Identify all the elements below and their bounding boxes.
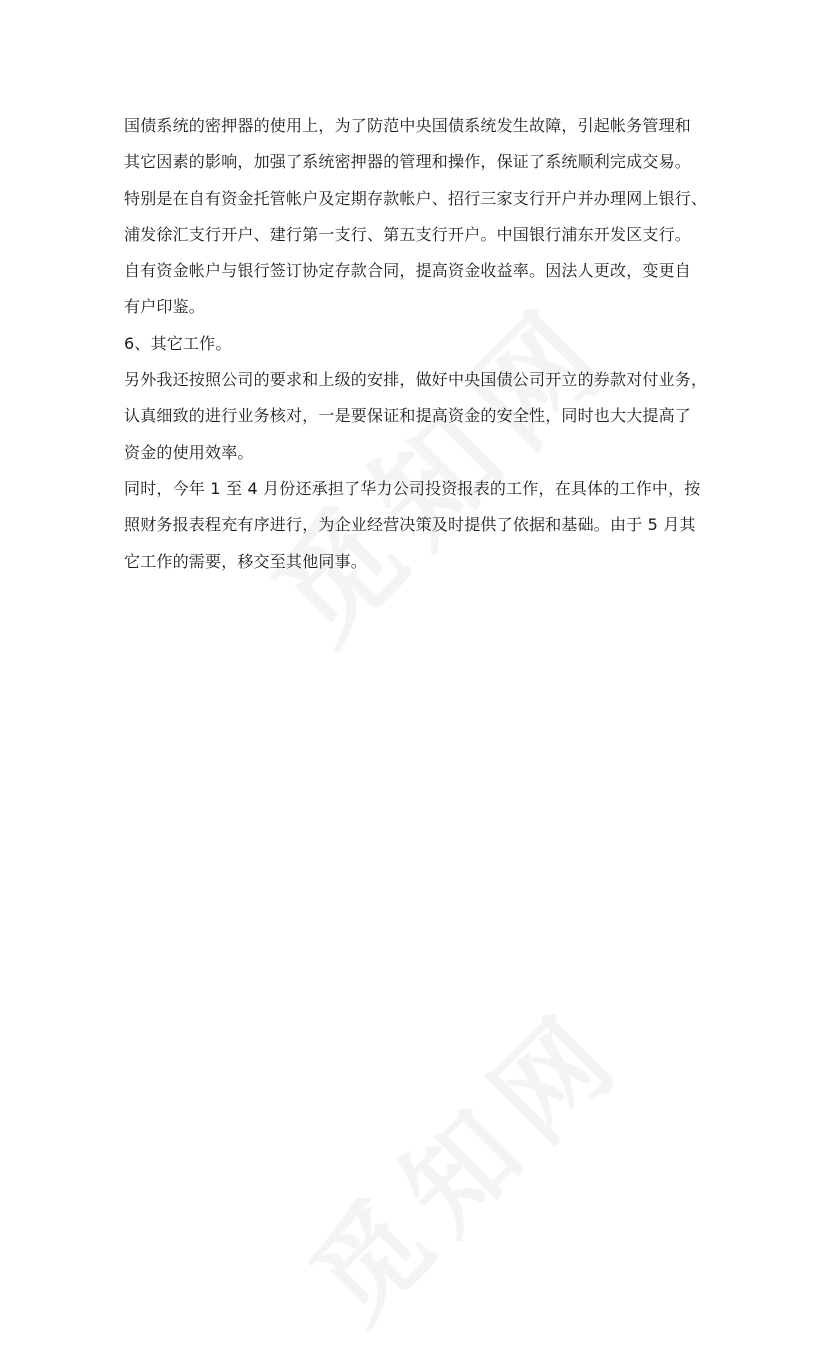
text-line: 它工作的需要，移交至其他同事。 bbox=[124, 551, 368, 571]
text-line: 其它因素的影响，加强了系统密押器的管理和操作，保证了系统顺利完成交易。 bbox=[124, 152, 692, 172]
text-line: 有户印鉴。 bbox=[124, 297, 206, 317]
watermark-bottom bbox=[270, 967, 653, 1350]
text-line: 另外我还按照公司的要求和上级的安排，做好中央国债公司开立的券款对付业务， bbox=[124, 370, 708, 390]
text-line: 认真细致的进行业务核对，一是要保证和提高资金的安全性，同时也大大提高了 bbox=[124, 406, 692, 426]
text-line: 同时，今年 1 至 4 月份还承担了华力公司投资报表的工作，在具体的工作中，按 bbox=[124, 478, 701, 498]
text-line: 资金的使用效率。 bbox=[124, 442, 254, 462]
text-line: 自有资金帐户与银行签订协定存款合同，提高资金收益率。因法人更改，变更自 bbox=[124, 261, 692, 281]
document-body bbox=[124, 108, 724, 580]
section-heading: 6、其它工作。 bbox=[124, 333, 232, 353]
text-line: 国债系统的密押器的使用上，为了防范中央国债系统发生故障，引起帐务管理和 bbox=[124, 116, 692, 135]
text-line: 特别是在自有资金托管帐户及定期存款帐户、招行三家支行开户并办理网上银行、 bbox=[124, 188, 708, 208]
text-line: 浦发徐汇支行开户、建行第一支行、第五支行开户。中国银行浦东开发区支行。 bbox=[124, 224, 692, 244]
text-line: 照财务报表程充有序进行，为企业经营决策及时提供了依据和基础。由于 5 月其 bbox=[124, 515, 696, 535]
